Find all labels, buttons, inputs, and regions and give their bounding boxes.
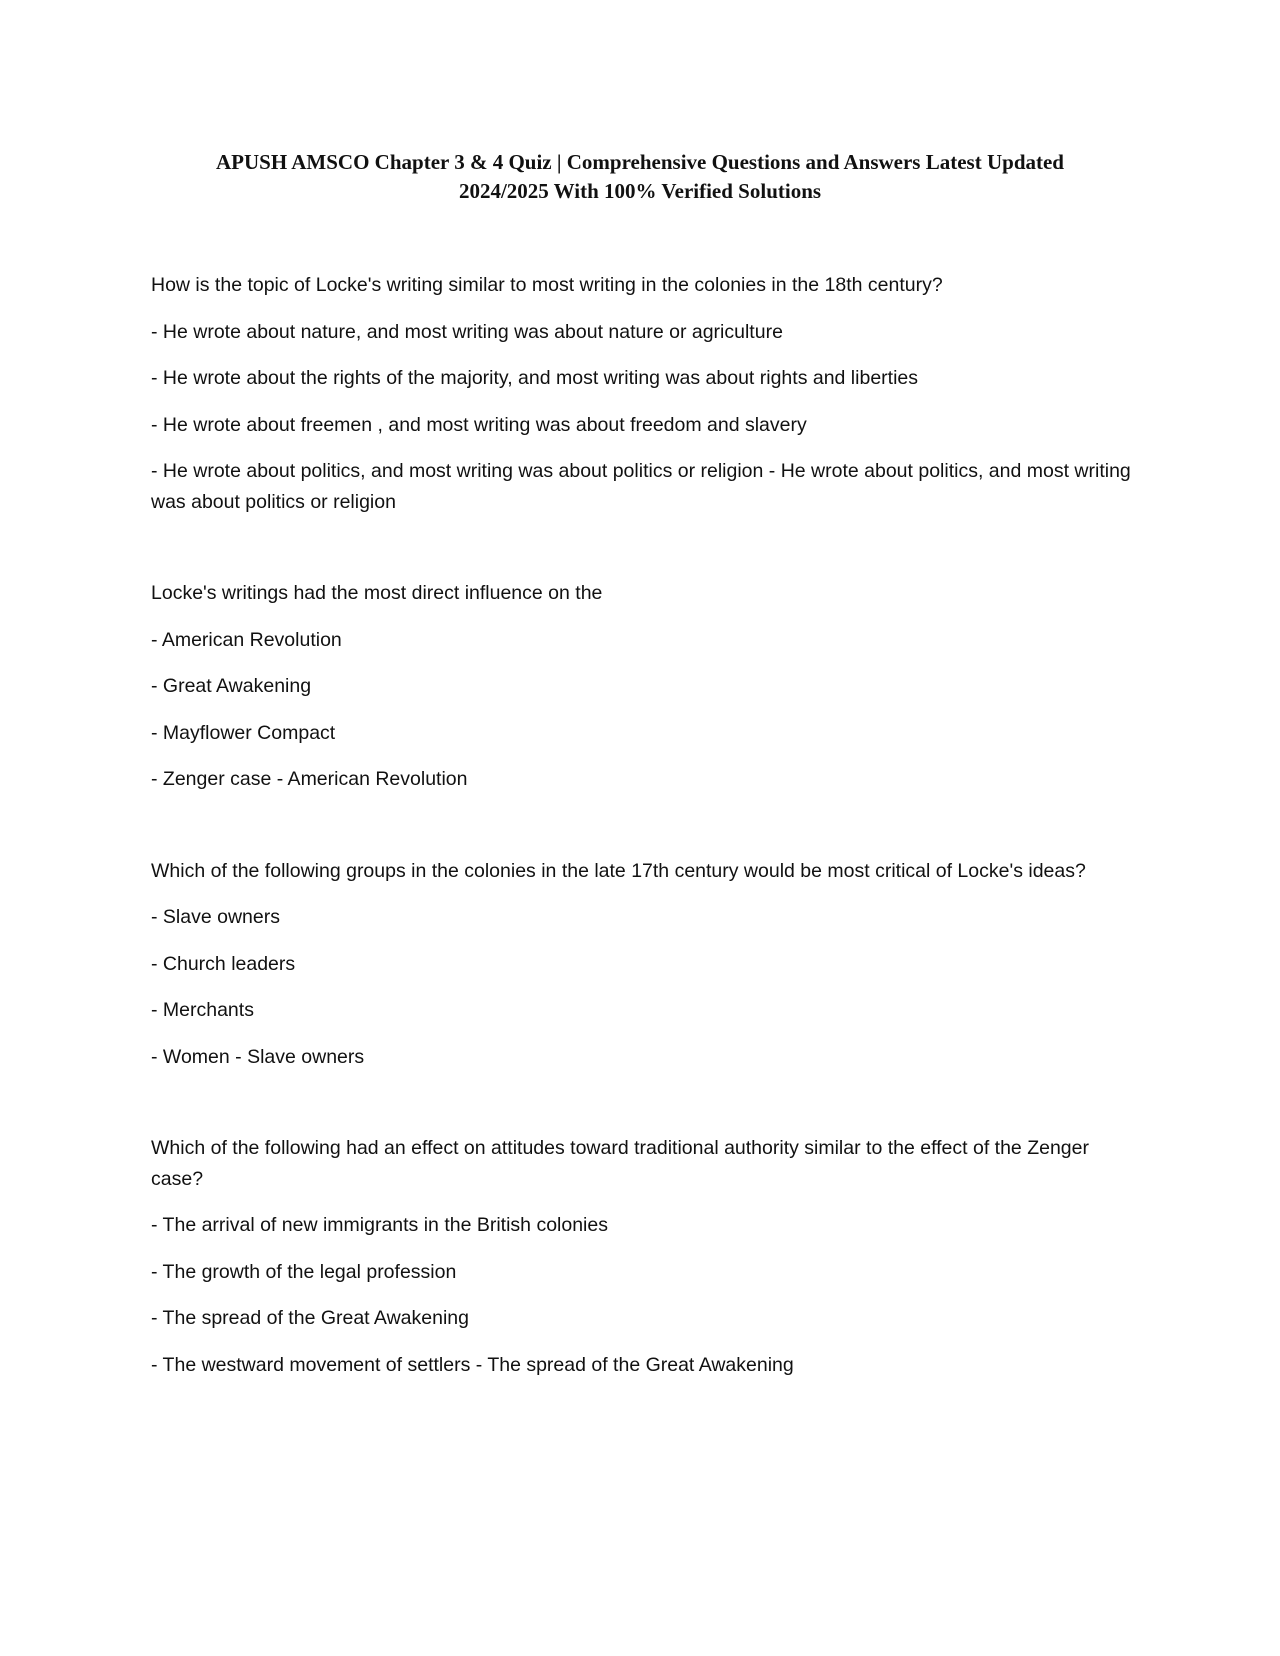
answer-option: - The spread of the Great Awakening bbox=[151, 1307, 469, 1329]
question-block-4 bbox=[151, 1133, 1136, 1380]
answer-option: - He wrote about the rights of the majority, and most writing was about rights and liberties bbox=[151, 367, 919, 389]
answer-option: - Slave owners bbox=[151, 906, 280, 928]
answer-option: - He wrote about politics, and most writing was about politics or religion - He wrote about politics, and most writing was about politics or religion bbox=[151, 460, 1131, 513]
answer-option: - Zenger case - American Revolution bbox=[151, 768, 468, 790]
answer-option: - The westward movement of settlers - The spread of the Great Awakening bbox=[151, 1353, 794, 1376]
title-line-1: APUSH AMSCO Chapter 3 & 4 Quiz | Comprehensive Questions and Answers Latest Updated bbox=[216, 150, 1064, 174]
question-block-2 bbox=[151, 578, 1136, 795]
document-title bbox=[140, 148, 1140, 206]
answer-option: - He wrote about freemen , and most writing was about freedom and slavery bbox=[151, 413, 807, 436]
answer-option: - He wrote about nature, and most writing was about nature or agriculture bbox=[151, 320, 783, 343]
answer-option: - Merchants bbox=[151, 999, 254, 1021]
title-line-2: 2024/2025 With 100% Verified Solutions bbox=[458, 179, 822, 203]
question-prompt: Which of the following had an effect on attitudes toward traditional authority similar to the effect of the Zenger case? bbox=[151, 1137, 1089, 1190]
answer-option: - Great Awakening bbox=[151, 675, 312, 697]
answer-option: - The arrival of new immigrants in the British colonies bbox=[151, 1214, 608, 1236]
question-prompt: Locke's writings had the most direct influence on the bbox=[151, 582, 603, 604]
question-block-3 bbox=[151, 856, 1136, 1073]
answer-option: - Women - Slave owners bbox=[151, 1045, 365, 1068]
question-block-1 bbox=[151, 270, 1136, 517]
question-prompt: How is the topic of Locke's writing similar to most writing in the colonies in the 18th century? bbox=[151, 274, 943, 296]
answer-option: - Church leaders bbox=[151, 952, 296, 975]
question-list bbox=[151, 270, 1136, 1441]
answer-option: - Mayflower Compact bbox=[151, 721, 336, 744]
answer-option: - American Revolution bbox=[151, 628, 342, 651]
question-prompt: Which of the following groups in the colonies in the late 17th century would be most critical of Locke's ideas? bbox=[151, 859, 1086, 882]
answer-option: - The growth of the legal profession bbox=[151, 1260, 457, 1283]
